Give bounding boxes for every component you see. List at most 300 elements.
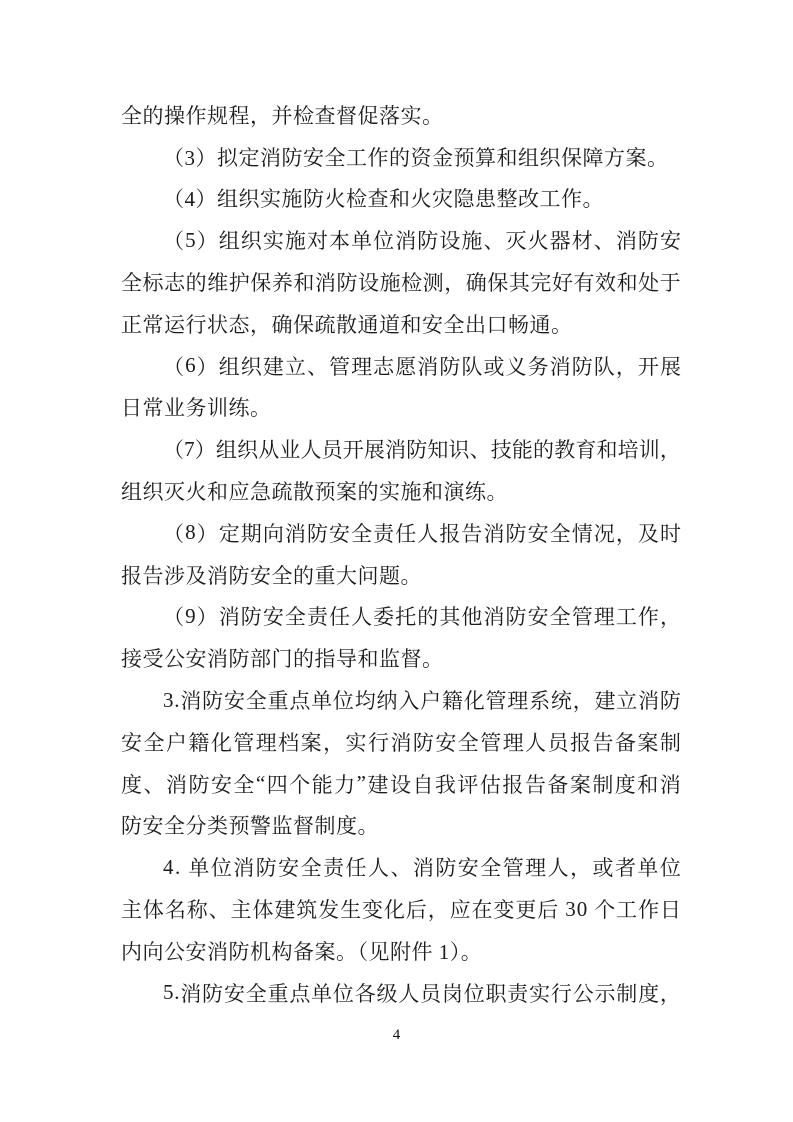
glyph: （ <box>163 605 184 630</box>
glyph: 训 <box>638 438 660 463</box>
glyph: 防 <box>406 438 428 463</box>
glyph: 测 <box>422 271 444 296</box>
text-line <box>121 721 681 763</box>
glyph: 系 <box>529 689 551 714</box>
glyph: 人 <box>417 521 439 546</box>
glyph: 建 <box>594 689 616 714</box>
glyph: 筑 <box>296 898 318 923</box>
glyph: 消 <box>659 772 681 797</box>
glyph: 防 <box>202 689 224 714</box>
glyph: 作 <box>637 605 659 630</box>
glyph: 3 <box>163 687 174 712</box>
glyph: 工 <box>615 605 637 630</box>
glyph: 理 <box>255 730 277 755</box>
glyph: 行 <box>367 730 389 755</box>
glyph: 防 <box>659 689 681 714</box>
glyph: 开 <box>637 354 659 379</box>
glyph: 确 <box>465 271 487 296</box>
glyph: 志 <box>373 354 395 379</box>
glyph: 告 <box>461 521 483 546</box>
glyph: 4 <box>163 854 174 879</box>
glyph: 防 <box>188 772 210 797</box>
glyph: 人 <box>367 856 389 881</box>
glyph: 纳 <box>376 689 398 714</box>
glyph: 、 <box>143 772 165 797</box>
glyph: 效 <box>595 271 617 296</box>
glyph: 入 <box>398 689 420 714</box>
text-line: 防安全分类预警监督制度。 <box>121 814 379 839</box>
text-line <box>121 261 681 303</box>
text-line <box>121 888 681 930</box>
glyph: 愿 <box>395 354 417 379</box>
glyph: 制 <box>592 772 614 797</box>
glyph: 称 <box>186 898 208 923</box>
glyph: 设 <box>439 229 461 254</box>
glyph: 防 <box>435 856 457 881</box>
glyph: 保 <box>250 271 272 296</box>
glyph: 位 <box>332 981 354 1006</box>
glyph: “ <box>255 771 266 796</box>
glyph: 四 <box>266 772 288 797</box>
glyph: 能 <box>511 438 533 463</box>
glyph: （ <box>163 521 184 546</box>
glyph: 度 <box>121 772 142 797</box>
glyph: 、 <box>483 229 505 254</box>
glyph: 备 <box>614 730 636 755</box>
glyph: 消 <box>233 856 255 881</box>
glyph: 安 <box>262 605 284 630</box>
glyph: 点 <box>289 981 311 1006</box>
glyph: 全 <box>284 605 306 630</box>
glyph: 材 <box>571 229 593 254</box>
text-line: 接受公安消防部门的指导和监督。 <box>121 647 444 672</box>
glyph <box>182 855 187 880</box>
glyph: . <box>174 854 181 879</box>
glyph: 力 <box>334 772 356 797</box>
glyph: 防 <box>571 354 593 379</box>
text-line <box>121 972 681 1014</box>
glyph: 育 <box>575 438 597 463</box>
glyph: 员 <box>420 981 442 1006</box>
glyph: 标 <box>142 271 164 296</box>
glyph: 责 <box>373 521 395 546</box>
glyph: 主 <box>121 898 142 923</box>
glyph: 人 <box>398 981 420 1006</box>
glyph: 时 <box>659 521 681 546</box>
glyph: 知 <box>427 438 449 463</box>
glyph: 消 <box>615 229 637 254</box>
glyph: 单 <box>311 689 333 714</box>
glyph: 位 <box>332 689 354 714</box>
glyph: 安 <box>329 521 350 546</box>
glyph: ） <box>196 229 218 254</box>
text-line: 组织灭火和应急疏散预案的实施和演练。 <box>121 480 508 505</box>
glyph: 展 <box>659 354 681 379</box>
glyph: 管 <box>329 354 350 379</box>
glyph: 5 <box>185 227 196 252</box>
glyph: 消 <box>180 981 202 1006</box>
glyph: ， <box>444 271 466 296</box>
glyph: 行 <box>550 981 572 1006</box>
glyph: 岗 <box>441 981 463 1006</box>
glyph: 防 <box>412 730 434 755</box>
glyph: 消 <box>417 354 439 379</box>
glyph: 实 <box>345 730 367 755</box>
glyph: 向 <box>262 521 284 546</box>
glyph: 单 <box>311 981 333 1006</box>
glyph: 织 <box>240 354 262 379</box>
glyph: 案 <box>569 772 591 797</box>
glyph: 消 <box>412 856 434 881</box>
glyph: 公 <box>572 981 594 1006</box>
glyph: 全 <box>143 730 165 755</box>
glyph: 理 <box>593 605 615 630</box>
glyph: 消 <box>314 271 336 296</box>
glyph: 防 <box>439 354 461 379</box>
glyph: 处 <box>638 271 660 296</box>
glyph: 从 <box>258 438 280 463</box>
glyph: 对 <box>306 229 328 254</box>
glyph: 于 <box>659 271 681 296</box>
glyph: 安 <box>223 981 245 1006</box>
glyph: 消 <box>218 605 240 630</box>
glyph: ） <box>196 521 218 546</box>
glyph: 的 <box>533 438 555 463</box>
glyph: 灭 <box>505 229 527 254</box>
glyph: 全 <box>245 689 267 714</box>
glyph: 化 <box>210 730 232 755</box>
glyph: 报 <box>570 730 592 755</box>
glyph: 安 <box>435 730 457 755</box>
glyph: ， <box>659 981 681 1006</box>
glyph: 后 <box>537 898 559 923</box>
glyph: 消 <box>390 730 412 755</box>
glyph: 籍 <box>441 689 463 714</box>
glyph: 施 <box>284 229 306 254</box>
text-line: （3）拟定消防安全工作的资金预算和组织保障方案。 <box>163 145 669 170</box>
glyph: 培 <box>617 438 639 463</box>
glyph: 队 <box>461 354 483 379</box>
glyph: 人 <box>525 730 547 755</box>
glyph: 5 <box>163 980 174 1005</box>
glyph: ， <box>570 856 592 881</box>
glyph: 全 <box>245 981 267 1006</box>
glyph: 全 <box>121 271 142 296</box>
glyph: 籍 <box>188 730 210 755</box>
glyph: 志 <box>164 271 186 296</box>
glyph: 组 <box>218 354 240 379</box>
glyph: 任 <box>395 521 417 546</box>
glyph: 全 <box>457 730 479 755</box>
glyph: 估 <box>479 772 501 797</box>
glyph: ， <box>615 354 637 379</box>
glyph: 教 <box>554 438 576 463</box>
glyph: 重 <box>267 981 289 1006</box>
glyph: 和 <box>293 271 315 296</box>
glyph: 防 <box>306 521 328 546</box>
glyph: 各 <box>354 981 376 1006</box>
glyph: 重 <box>267 689 289 714</box>
glyph <box>588 897 593 922</box>
glyph: ） <box>194 438 216 463</box>
glyph: 检 <box>401 271 423 296</box>
glyph: （ <box>163 438 184 463</box>
text-line <box>121 345 681 387</box>
glyph: 0 <box>576 896 588 921</box>
glyph: 9 <box>185 603 196 628</box>
glyph: 好 <box>551 271 573 296</box>
glyph: 体 <box>252 898 274 923</box>
glyph: 责 <box>306 605 328 630</box>
glyph: 、 <box>208 898 230 923</box>
glyph: 备 <box>547 772 569 797</box>
glyph: 全 <box>549 605 571 630</box>
text-line <box>121 512 681 554</box>
glyph: 或 <box>483 354 505 379</box>
glyph: 建 <box>367 772 389 797</box>
glyph: （ <box>163 229 184 254</box>
glyph: 生 <box>340 898 362 923</box>
glyph: 化 <box>463 689 485 714</box>
glyph: 人 <box>547 856 569 881</box>
text-line <box>121 596 681 638</box>
glyph: 安 <box>527 521 549 546</box>
glyph: 消 <box>284 521 306 546</box>
text-line: 内向公安消防机构备案。（见附件 1）。 <box>121 939 483 964</box>
text-line: 全的操作规程，并检查督促落实。 <box>121 103 444 128</box>
glyph: 均 <box>354 689 376 714</box>
glyph: 设 <box>389 772 411 797</box>
glyph: 定 <box>218 521 240 546</box>
glyph: 个 <box>594 898 616 923</box>
glyph: 火 <box>527 229 549 254</box>
glyph: 组 <box>215 438 237 463</box>
glyph: 义 <box>505 354 527 379</box>
glyph: 安 <box>223 689 245 714</box>
glyph: 示 <box>594 981 616 1006</box>
text-line <box>121 219 681 261</box>
glyph: 能 <box>311 772 333 797</box>
glyph: 及 <box>637 521 659 546</box>
glyph: 织 <box>237 438 259 463</box>
glyph: 况 <box>593 521 615 546</box>
glyph: 安 <box>210 772 232 797</box>
glyph: 制 <box>616 981 638 1006</box>
glyph: 施 <box>461 229 483 254</box>
glyph: 者 <box>614 856 636 881</box>
glyph: 其 <box>439 605 461 630</box>
glyph: 位 <box>659 856 681 881</box>
glyph: 员 <box>321 438 343 463</box>
glyph: 员 <box>547 730 569 755</box>
glyph: 立 <box>284 354 306 379</box>
text-line <box>121 428 681 470</box>
glyph: 6 <box>185 353 196 378</box>
glyph: 7 <box>184 436 195 461</box>
glyph: 全 <box>351 521 373 546</box>
glyph: 职 <box>485 981 507 1006</box>
glyph: 本 <box>329 229 350 254</box>
glyph: 案 <box>637 730 659 755</box>
glyph: 防 <box>202 981 224 1006</box>
glyph: 在 <box>471 898 493 923</box>
text-line <box>121 846 681 888</box>
glyph: 展 <box>363 438 385 463</box>
glyph: 任 <box>345 856 367 881</box>
glyph: 责 <box>323 856 345 881</box>
glyph: ” <box>356 771 366 796</box>
glyph: 案 <box>300 730 322 755</box>
glyph: 全 <box>300 856 322 881</box>
glyph: 护 <box>228 271 250 296</box>
glyph: 安 <box>278 856 300 881</box>
glyph: 有 <box>573 271 595 296</box>
glyph: 织 <box>240 229 262 254</box>
glyph: 维 <box>207 271 229 296</box>
glyph: 管 <box>480 730 502 755</box>
glyph: 消 <box>180 689 202 714</box>
glyph: 实 <box>262 229 284 254</box>
glyph: 单 <box>351 229 373 254</box>
glyph: 制 <box>659 730 681 755</box>
glyph: 和 <box>616 271 638 296</box>
glyph: 变 <box>361 898 383 923</box>
glyph: 理 <box>351 354 373 379</box>
glyph: 告 <box>592 730 614 755</box>
glyph: 度 <box>614 772 636 797</box>
glyph: 度 <box>638 981 660 1006</box>
glyph: 器 <box>549 229 571 254</box>
glyph: ， <box>659 605 681 630</box>
glyph: 位 <box>210 856 232 881</box>
glyph: 业 <box>279 438 301 463</box>
glyph: 立 <box>616 689 638 714</box>
glyph: （ <box>163 354 184 379</box>
glyph: 他 <box>461 605 483 630</box>
glyph: 报 <box>502 772 524 797</box>
document-body <box>121 94 681 1014</box>
glyph: ， <box>572 689 594 714</box>
glyph: 期 <box>240 521 262 546</box>
glyph: 变 <box>493 898 515 923</box>
glyph: 务 <box>527 354 549 379</box>
glyph: 全 <box>549 521 571 546</box>
glyph: 消 <box>549 354 571 379</box>
glyph: 8 <box>185 520 196 545</box>
glyph: 责 <box>507 981 529 1006</box>
glyph: ） <box>196 605 218 630</box>
glyph: . <box>174 980 180 1005</box>
text-line: （4）组织实施防火检查和火灾隐患整改工作。 <box>163 187 604 212</box>
glyph: 防 <box>255 856 277 881</box>
glyph: 位 <box>463 981 485 1006</box>
glyph: 户 <box>165 730 187 755</box>
glyph: 识 <box>448 438 470 463</box>
glyph: 养 <box>271 271 293 296</box>
glyph: 防 <box>505 521 527 546</box>
glyph: 日 <box>659 898 681 923</box>
glyph: 消 <box>638 689 660 714</box>
glyph: 和 <box>637 772 659 797</box>
text-line <box>121 763 681 805</box>
glyph: 开 <box>342 438 364 463</box>
text-line: 正常运行状态，确保疏散通道和安全出口畅通。 <box>121 312 573 337</box>
glyph: 或 <box>592 856 614 881</box>
glyph: 全 <box>233 772 255 797</box>
glyph: 人 <box>300 438 322 463</box>
glyph: 、 <box>390 856 412 881</box>
glyph: 的 <box>185 271 207 296</box>
glyph: 任 <box>329 605 350 630</box>
glyph: 全 <box>480 856 502 881</box>
glyph: 设 <box>358 271 380 296</box>
glyph: 3 <box>565 896 576 921</box>
glyph: 统 <box>550 689 572 714</box>
glyph: 主 <box>230 898 252 923</box>
glyph: 管 <box>502 856 524 881</box>
glyph: 、 <box>306 354 328 379</box>
glyph: 消 <box>165 772 187 797</box>
glyph: 户 <box>420 689 442 714</box>
text-line <box>121 679 681 721</box>
glyph: 施 <box>379 271 401 296</box>
glyph: 理 <box>507 689 529 714</box>
glyph: 消 <box>483 605 505 630</box>
glyph: 名 <box>164 898 186 923</box>
page-number: 4 <box>392 1027 401 1043</box>
glyph: 评 <box>457 772 479 797</box>
glyph: 、 <box>469 438 491 463</box>
glyph: ， <box>659 438 681 463</box>
glyph: 队 <box>593 354 615 379</box>
glyph: 管 <box>571 605 593 630</box>
glyph: 防 <box>240 605 262 630</box>
glyph: 委 <box>373 605 395 630</box>
glyph: 防 <box>505 605 527 630</box>
glyph: 建 <box>274 898 296 923</box>
glyph: 管 <box>233 730 255 755</box>
glyph: 更 <box>515 898 537 923</box>
glyph: ， <box>615 521 637 546</box>
glyph: 防 <box>637 229 659 254</box>
glyph: 单 <box>637 856 659 881</box>
glyph: 、 <box>593 229 615 254</box>
glyph: 保 <box>487 271 509 296</box>
glyph: 个 <box>289 772 311 797</box>
glyph: 化 <box>383 898 405 923</box>
glyph: 报 <box>439 521 461 546</box>
glyph: 安 <box>121 730 142 755</box>
glyph: 消 <box>395 229 417 254</box>
glyph: 发 <box>318 898 340 923</box>
glyph: ） <box>196 354 218 379</box>
glyph: 消 <box>385 438 407 463</box>
glyph: 级 <box>376 981 398 1006</box>
glyph: 作 <box>638 898 660 923</box>
glyph: 安 <box>527 605 549 630</box>
glyph: 和 <box>596 438 618 463</box>
glyph: . <box>174 687 180 712</box>
glyph: 完 <box>530 271 552 296</box>
glyph: 我 <box>434 772 456 797</box>
glyph: 后 <box>405 898 427 923</box>
text-line: 日常业务训练。 <box>121 396 272 421</box>
glyph: 点 <box>289 689 311 714</box>
glyph: 防 <box>417 229 439 254</box>
glyph: 技 <box>490 438 512 463</box>
glyph: 防 <box>336 271 358 296</box>
glyph: 位 <box>373 229 395 254</box>
